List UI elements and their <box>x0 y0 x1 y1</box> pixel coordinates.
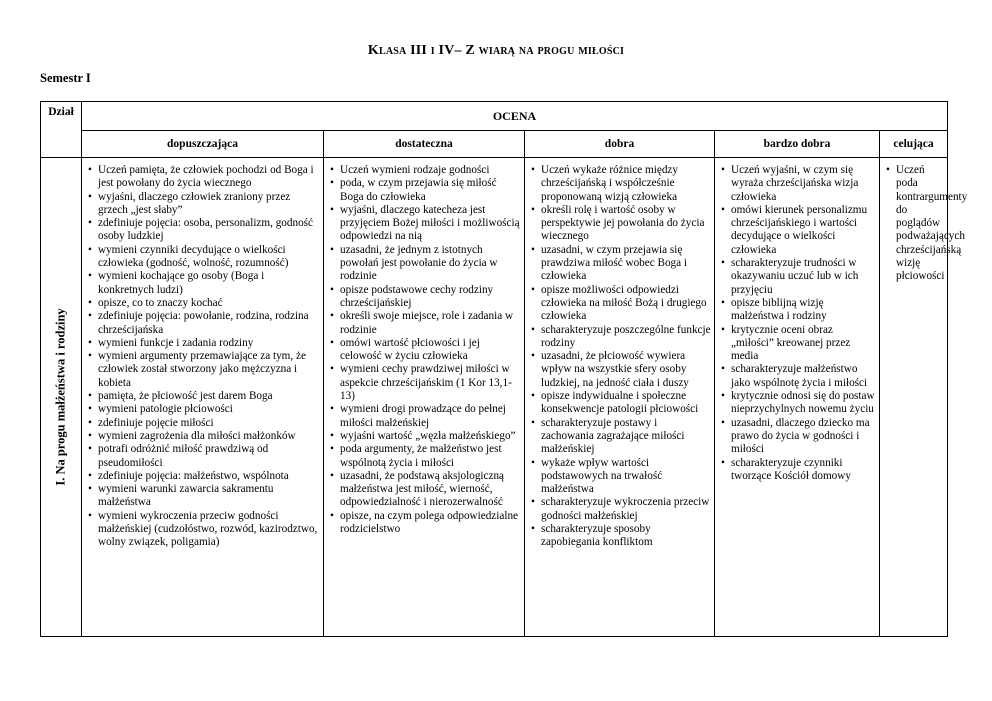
list-item: • zdefiniuje pojęcia: osoba, personalizm, godność osoby ludzkiej <box>88 217 320 244</box>
list-item: • zdefiniuje pojęcie miłości <box>88 417 320 430</box>
criteria-cell-dobra <box>525 158 715 637</box>
list-item: • określi rolę i wartość osoby w perspektywie jej powołania do życia wiecznego <box>531 204 711 244</box>
list-item: • poda, w czym przejawia się miłość Boga do człowieka <box>330 177 521 204</box>
section-label: I. Na progu małżeństwa i rodziny <box>53 308 68 486</box>
criteria-cell-dopuszczajaca <box>82 158 324 637</box>
criteria-cell-celujaca <box>880 158 968 637</box>
list-item: • wymieni funkcje i zadania rodziny <box>88 337 320 350</box>
list-item: • scharakteryzuje sposoby zapobiegania konfliktom <box>531 523 711 550</box>
list-item: • wyjaśni, dlaczego człowiek zraniony przez grzech „jest słaby” <box>88 191 320 218</box>
list-item: • opisze indywidualne i społeczne konsekwencje patologii płciowości <box>531 390 711 417</box>
list-item: • wymieni wykroczenia przeciw godności małżeńskiej (cudzołóstwo, rozwód, kazirodztwo, wolny związek, poligamia) <box>88 510 320 550</box>
list-item: • krytycznie oceni obraz „miłości” kreowanej przez media <box>721 324 876 364</box>
criteria-list <box>880 158 968 284</box>
list-item: • opisze, co to znaczy kochać <box>88 297 320 310</box>
document-title: Klasa III i IV– Z wiarą na progu miłości <box>367 43 625 58</box>
list-item: • uzasadni, że płciowość wywiera wpływ na wszystkie sfery osoby ludzkiej, na jedność ciała i duszy <box>531 350 711 390</box>
header-level-dopuszczajaca: dopuszczająca <box>82 131 324 158</box>
list-item: • wymieni czynniki decydujące o wielkości człowieka (godność, wolność, rozumność) <box>88 244 320 271</box>
list-item: • opisze, na czym polega odpowiedzialne rodzicielstwo <box>330 510 521 537</box>
list-item: • uzasadni, że podstawą aksjologiczną małżeństwa jest miłość, wierność, odpowiedzialność i nierozerwalność <box>330 470 521 510</box>
list-item: • wymieni argumenty przemawiające za tym, że człowiek został stworzony jako mężczyzna i kobieta <box>88 350 320 390</box>
list-item: • opisze podstawowe cechy rodziny chrześcijańskiej <box>330 284 521 311</box>
header-level-dobra: dobra <box>525 131 715 158</box>
list-item: • wymieni zagrożenia dla miłości małżonków <box>88 430 320 443</box>
list-item: • scharakteryzuje czynniki tworzące Kościół domowy <box>721 457 876 484</box>
list-item: • scharakteryzuje wykroczenia przeciw godności małżeńskiej <box>531 496 711 523</box>
list-item: • wymieni patologie płciowości <box>88 403 320 416</box>
list-item: • Uczeń pamięta, że człowiek pochodzi od Boga i jest powołany do życia wiecznego <box>88 164 320 191</box>
list-item: • wyjaśni wartość „węzła małżeńskiego” <box>330 430 521 443</box>
list-item: • zdefiniuje pojęcia: powołanie, rodzina, rodzina chrześcijańska <box>88 310 320 337</box>
criteria-list <box>324 158 524 536</box>
list-item: • uzasadni, dlaczego dziecko ma prawo do życia w godności i miłości <box>721 417 876 457</box>
list-item: • Uczeń wykaże różnice między chrześcijańską i współcześnie proponowaną wizją człowieka <box>531 164 711 204</box>
semester-heading: Semestr I <box>40 71 91 85</box>
list-item: • omówi wartość płciowości i jej celowość w życiu człowieka <box>330 337 521 364</box>
list-item: • Uczeń wyjaśni, w czym się wyraża chrześcijańska wizja człowieka <box>721 164 876 204</box>
list-item: • uzasadni, że jednym z istotnych powołań jest powołanie do życia w rodzinie <box>330 244 521 284</box>
list-item: • określi swoje miejsce, role i zadania w rodzinie <box>330 310 521 337</box>
list-item: • opisze biblijną wizję małżeństwa i rodziny <box>721 297 876 324</box>
list-item: • scharakteryzuje małżeństwo jako wspólnotę życia i miłości <box>721 363 876 390</box>
section-cell <box>41 158 82 637</box>
list-item: • wymieni drogi prowadzące do pełnej miłości małżeńskiej <box>330 403 521 430</box>
list-item: • wymieni warunki zawarcia sakramentu małżeństwa <box>88 483 320 510</box>
list-item: • krytycznie odnosi się do postaw nieprzychylnych nowemu życiu <box>721 390 876 417</box>
header-level-bardzo-dobra: bardzo dobra <box>715 131 880 158</box>
list-item: • scharakteryzuje trudności w okazywaniu uczuć lub w ich przyjęciu <box>721 257 876 297</box>
header-grade: OCENA <box>82 102 948 131</box>
header-level-dostateczna: dostateczna <box>324 131 525 158</box>
grading-table <box>40 101 968 637</box>
criteria-cell-bardzo-dobra <box>715 158 880 637</box>
criteria-list <box>82 158 323 550</box>
criteria-list <box>715 158 879 483</box>
criteria-list <box>525 158 714 550</box>
list-item: • wykaże wpływ wartości podstawowych na trwałość małżeństwa <box>531 457 711 497</box>
list-item: • opisze możliwości odpowiedzi człowieka na miłość Bożą i drugiego człowieka <box>531 284 711 324</box>
criteria-cell-dostateczna <box>324 158 525 637</box>
list-item: • wymieni cechy prawdziwej miłości w aspekcie chrześcijańskim (1 Kor 13,1-13) <box>330 363 521 403</box>
list-item: • omówi kierunek personalizmu chrześcijańskiego i wartości decydujące o wielkości człowieka <box>721 204 876 257</box>
list-item: • wyjaśni, dlaczego katecheza jest przyjęciem Bożej miłości i możliwością odpowiedzi na nią <box>330 204 521 244</box>
list-item: • zdefiniuje pojęcia: małżeństwo, wspólnota <box>88 470 320 483</box>
list-item: • pamięta, że płciowość jest darem Boga <box>88 390 320 403</box>
list-item: • potrafi odróżnić miłość prawdziwą od pseudomiłości <box>88 443 320 470</box>
list-item: • Uczeń wymieni rodzaje godności <box>330 164 521 177</box>
list-item: • poda argumenty, że małżeństwo jest wspólnotą życia i miłości <box>330 443 521 470</box>
list-item: • wymieni kochające go osoby (Boga i konkretnych ludzi) <box>88 270 320 297</box>
list-item: • Uczeń poda kontrargumenty do poglądów podważających chrześcijańską wizję płciowości <box>886 164 944 284</box>
table-row <box>41 158 948 637</box>
list-item: • scharakteryzuje poszczególne funkcje rodziny <box>531 324 711 351</box>
list-item: • scharakteryzuje postawy i zachowania zagrażające miłości małżeńskiej <box>531 417 711 457</box>
list-item: • uzasadni, w czym przejawia się prawdziwa miłość wobec Boga i człowieka <box>531 244 711 284</box>
header-section: Dział <box>41 102 82 158</box>
header-level-celujaca: celująca <box>880 131 948 158</box>
